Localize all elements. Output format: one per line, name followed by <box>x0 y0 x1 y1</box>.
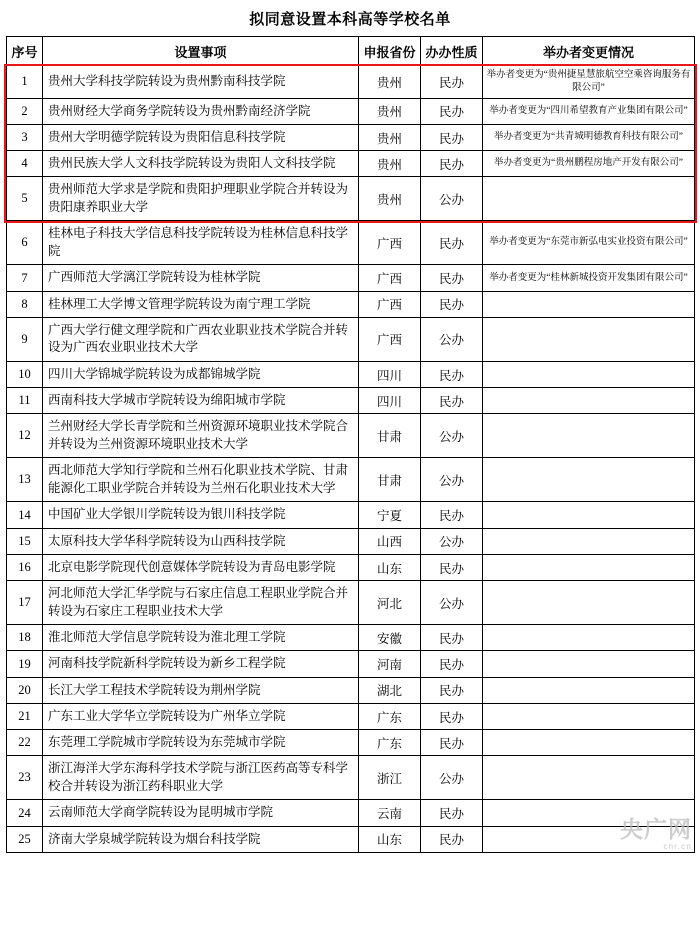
cell-province: 四川 <box>359 361 421 387</box>
cell-type: 民办 <box>421 151 483 177</box>
column-header-province: 申报省份 <box>359 37 421 66</box>
cell-change: 举办者变更为“四川希望教育产业集团有限公司” <box>483 98 695 124</box>
table-row <box>7 361 695 387</box>
cell-item: 云南师范大学商学院转设为昆明城市学院 <box>43 800 359 826</box>
table-row <box>7 800 695 826</box>
cell-type: 民办 <box>421 98 483 124</box>
cell-province: 山东 <box>359 826 421 852</box>
cell-type: 民办 <box>421 554 483 580</box>
table-row <box>7 651 695 677</box>
table-row <box>7 66 695 99</box>
cell-province: 云南 <box>359 800 421 826</box>
cell-index: 19 <box>7 651 43 677</box>
column-header-change: 举办者变更情况 <box>483 37 695 66</box>
cell-province: 浙江 <box>359 756 421 800</box>
cell-type: 民办 <box>421 291 483 317</box>
table-row <box>7 554 695 580</box>
cell-index: 8 <box>7 291 43 317</box>
watermark-subtext: cnr.cn <box>663 841 692 851</box>
cell-index: 15 <box>7 528 43 554</box>
cell-item: 长江大学工程技术学院转设为荆州学院 <box>43 677 359 703</box>
cell-type: 公办 <box>421 177 483 221</box>
cell-change <box>483 414 695 458</box>
table-header <box>7 37 695 66</box>
cell-index: 7 <box>7 265 43 291</box>
cell-item: 北京电影学院现代创意媒体学院转设为青岛电影学院 <box>43 554 359 580</box>
table-row <box>7 730 695 756</box>
table-row <box>7 151 695 177</box>
watermark-text: 央广网 <box>620 816 692 842</box>
cell-index: 22 <box>7 730 43 756</box>
cell-change: 举办者变更为“东莞市新弘电实业投资有限公司” <box>483 221 695 265</box>
cell-province: 贵州 <box>359 177 421 221</box>
cell-change <box>483 703 695 729</box>
page-title: 拟同意设置本科高等学校名单 <box>249 12 451 28</box>
table-row <box>7 581 695 625</box>
table-row <box>7 265 695 291</box>
cell-change <box>483 581 695 625</box>
cell-province: 山西 <box>359 528 421 554</box>
cell-item: 太原科技大学华科学院转设为山西科技学院 <box>43 528 359 554</box>
cell-change <box>483 361 695 387</box>
cell-change <box>483 800 695 826</box>
cell-province: 广东 <box>359 703 421 729</box>
cell-item: 兰州财经大学长青学院和兰州资源环境职业技术学院合并转设为兰州资源环境职业技术大学 <box>43 414 359 458</box>
cell-change <box>483 625 695 651</box>
table-header-row <box>7 37 695 66</box>
cell-change: 举办者变更为“贵州捷星慧旅航空空乘咨询服务有限公司” <box>483 66 695 99</box>
cell-index: 13 <box>7 458 43 502</box>
table-row <box>7 124 695 150</box>
cell-type: 民办 <box>421 265 483 291</box>
table-row <box>7 221 695 265</box>
cell-change <box>483 177 695 221</box>
cell-change <box>483 388 695 414</box>
cell-change <box>483 458 695 502</box>
cell-item: 广东工业大学华立学院转设为广州华立学院 <box>43 703 359 729</box>
cell-index: 21 <box>7 703 43 729</box>
cell-change <box>483 677 695 703</box>
cell-province: 河南 <box>359 651 421 677</box>
cell-item: 淮北师范大学信息学院转设为淮北理工学院 <box>43 625 359 651</box>
cell-province: 广西 <box>359 291 421 317</box>
cell-type: 民办 <box>421 361 483 387</box>
cell-index: 2 <box>7 98 43 124</box>
cell-index: 9 <box>7 317 43 361</box>
table-row <box>7 388 695 414</box>
cell-province: 湖北 <box>359 677 421 703</box>
table-row <box>7 414 695 458</box>
cell-change <box>483 554 695 580</box>
cell-item: 贵州大学明德学院转设为贵阳信息科技学院 <box>43 124 359 150</box>
cell-index: 24 <box>7 800 43 826</box>
table-row <box>7 458 695 502</box>
cell-type: 民办 <box>421 826 483 852</box>
cell-province: 四川 <box>359 388 421 414</box>
cell-type: 民办 <box>421 124 483 150</box>
cell-province: 河北 <box>359 581 421 625</box>
cell-province: 广西 <box>359 265 421 291</box>
cell-province: 广西 <box>359 317 421 361</box>
cell-type: 民办 <box>421 703 483 729</box>
cell-change <box>483 730 695 756</box>
table-row <box>7 317 695 361</box>
cell-item: 中国矿业大学银川学院转设为银川科技学院 <box>43 502 359 528</box>
table-row <box>7 826 695 852</box>
cell-type: 公办 <box>421 317 483 361</box>
cell-type: 民办 <box>421 66 483 99</box>
cell-item: 桂林理工大学博文管理学院转设为南宁理工学院 <box>43 291 359 317</box>
table-row <box>7 677 695 703</box>
cell-item: 西南科技大学城市学院转设为绵阳城市学院 <box>43 388 359 414</box>
cell-change <box>483 651 695 677</box>
cell-change <box>483 317 695 361</box>
cell-index: 17 <box>7 581 43 625</box>
cell-type: 民办 <box>421 651 483 677</box>
cell-index: 25 <box>7 826 43 852</box>
table-body <box>7 66 695 853</box>
cell-index: 6 <box>7 221 43 265</box>
cell-item: 河南科技学院新科学院转设为新乡工程学院 <box>43 651 359 677</box>
cell-change <box>483 756 695 800</box>
cell-province: 贵州 <box>359 124 421 150</box>
column-header-index: 序号 <box>7 37 43 66</box>
cell-index: 10 <box>7 361 43 387</box>
cell-change <box>483 528 695 554</box>
cell-change: 举办者变更为“桂林新城投资开发集团有限公司” <box>483 265 695 291</box>
cell-type: 民办 <box>421 502 483 528</box>
cell-index: 1 <box>7 66 43 99</box>
cell-type: 公办 <box>421 528 483 554</box>
cell-change <box>483 826 695 852</box>
cell-change <box>483 291 695 317</box>
cell-type: 民办 <box>421 388 483 414</box>
cell-change: 举办者变更为“共青城明德教育科技有限公司” <box>483 124 695 150</box>
school-list-table <box>6 36 695 853</box>
cell-province: 贵州 <box>359 151 421 177</box>
cell-type: 公办 <box>421 581 483 625</box>
cell-type: 民办 <box>421 730 483 756</box>
cell-province: 宁夏 <box>359 502 421 528</box>
cell-index: 4 <box>7 151 43 177</box>
cell-item: 河北师范大学汇华学院与石家庄信息工程职业学院合并转设为石家庄工程职业技术大学 <box>43 581 359 625</box>
cell-item: 贵州大学科技学院转设为贵州黔南科技学院 <box>43 66 359 99</box>
cell-item: 贵州财经大学商务学院转设为贵州黔南经济学院 <box>43 98 359 124</box>
cell-index: 14 <box>7 502 43 528</box>
cell-item: 浙江海洋大学东海科学技术学院与浙江医药高等专科学校合并转设为浙江药科职业大学 <box>43 756 359 800</box>
table-row <box>7 502 695 528</box>
cell-province: 广西 <box>359 221 421 265</box>
table-row <box>7 625 695 651</box>
table-row <box>7 98 695 124</box>
cell-item: 广西大学行健文理学院和广西农业职业技术学院合并转设为广西农业职业技术大学 <box>43 317 359 361</box>
cell-type: 公办 <box>421 458 483 502</box>
column-header-type: 办办性质 <box>421 37 483 66</box>
cell-type: 公办 <box>421 414 483 458</box>
cell-index: 12 <box>7 414 43 458</box>
cell-type: 民办 <box>421 677 483 703</box>
cell-item: 贵州师范大学求是学院和贵阳护理职业学院合并转设为贵阳康养职业大学 <box>43 177 359 221</box>
column-header-item: 设置事项 <box>43 37 359 66</box>
cell-province: 山东 <box>359 554 421 580</box>
cell-item: 桂林电子科技大学信息科技学院转设为桂林信息科技学院 <box>43 221 359 265</box>
cell-index: 16 <box>7 554 43 580</box>
cell-type: 公办 <box>421 756 483 800</box>
cell-item: 西北师范大学知行学院和兰州石化职业技术学院、甘肃能源化工职业学院合并转设为兰州石化职业技术大学 <box>43 458 359 502</box>
cell-type: 民办 <box>421 221 483 265</box>
cell-item: 贵州民族大学人文科技学院转设为贵阳人文科技学院 <box>43 151 359 177</box>
table-row <box>7 291 695 317</box>
cell-item: 四川大学锦城学院转设为成都锦城学院 <box>43 361 359 387</box>
cell-province: 广东 <box>359 730 421 756</box>
cell-province: 甘肃 <box>359 414 421 458</box>
table-row <box>7 528 695 554</box>
cell-index: 23 <box>7 756 43 800</box>
table-row <box>7 703 695 729</box>
cell-index: 18 <box>7 625 43 651</box>
table-row <box>7 756 695 800</box>
cell-item: 东莞理工学院城市学院转设为东莞城市学院 <box>43 730 359 756</box>
cell-province: 贵州 <box>359 66 421 99</box>
cell-index: 3 <box>7 124 43 150</box>
cell-province: 安徽 <box>359 625 421 651</box>
cell-type: 民办 <box>421 625 483 651</box>
cell-type: 民办 <box>421 800 483 826</box>
cell-change <box>483 502 695 528</box>
cell-change: 举办者变更为“贵州鹏程房地产开发有限公司” <box>483 151 695 177</box>
cell-index: 5 <box>7 177 43 221</box>
cell-province: 甘肃 <box>359 458 421 502</box>
cell-item: 广西师范大学漓江学院转设为桂林学院 <box>43 265 359 291</box>
cell-item: 济南大学泉城学院转设为烟台科技学院 <box>43 826 359 852</box>
cell-province: 贵州 <box>359 98 421 124</box>
cell-index: 11 <box>7 388 43 414</box>
table-row <box>7 177 695 221</box>
cell-index: 20 <box>7 677 43 703</box>
